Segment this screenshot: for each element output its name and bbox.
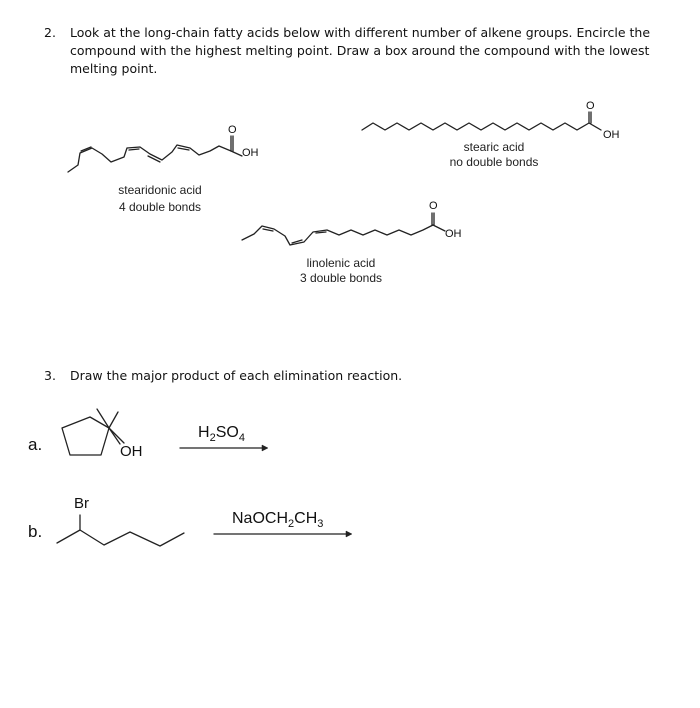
question-3	[44, 367, 670, 385]
reaction-a-reagent-h: H	[198, 424, 210, 441]
question-3-number: 3.	[44, 368, 56, 383]
reaction-a-label: a.	[28, 435, 43, 454]
stearic-acid-label	[434, 140, 554, 170]
reaction-a-reagent-so: SO	[215, 424, 239, 441]
reaction-b-reagent	[232, 510, 323, 530]
linolenic-acid-bonds: 3 double bonds	[299, 271, 383, 285]
reaction-arrow-a	[180, 445, 268, 451]
reaction-b-br: Br	[74, 495, 89, 512]
question-2-line-2: compound with the highest melting point. Draw a box around the compound with the lowest	[70, 43, 650, 58]
linolenic-acid-carbonyl-o: O	[429, 200, 438, 212]
stearidonic-acid-label	[100, 183, 220, 215]
reaction-a-reagent	[198, 424, 245, 444]
reaction-b-label: b.	[28, 522, 43, 541]
question-2-number: 2.	[44, 25, 56, 40]
stearic-acid-carbonyl-o: O	[586, 100, 595, 112]
stearidonic-acid-bonds: 4 double bonds	[118, 200, 202, 214]
stearic-acid-bonds: no double bonds	[449, 155, 539, 169]
reaction-b-reagent-sub2: 3	[317, 518, 324, 531]
reaction-a-reagent-sub1: 2	[209, 432, 216, 445]
stearic-acid-structure	[362, 112, 601, 130]
reaction-b-reagent-sub1: 2	[288, 518, 295, 531]
stearic-acid-name: stearic acid	[463, 140, 525, 154]
reaction-a-oh: OH	[120, 443, 143, 460]
stearidonic-acid-oh: OH	[242, 147, 259, 159]
linolenic-acid-name: linolenic acid	[306, 256, 376, 270]
reactant-a-structure	[62, 409, 124, 455]
linolenic-acid-label	[281, 256, 401, 286]
stearidonic-acid-name: stearidonic acid	[118, 183, 202, 197]
stearidonic-acid-structure	[68, 136, 242, 172]
question-3-text: Draw the major product of each elimination reaction.	[70, 368, 403, 383]
linolenic-acid-structure	[242, 213, 445, 245]
question-2-line-1: Look at the long-chain fatty acids below with different number of alkene groups. Encircle the	[70, 25, 651, 40]
linolenic-acid-oh: OH	[445, 228, 462, 240]
reactant-b-structure	[57, 515, 184, 546]
reaction-a-reagent-sub2: 4	[238, 432, 245, 445]
question-2-line-3: melting point.	[70, 61, 158, 76]
reaction-b-reagent-ch: CH	[294, 510, 318, 527]
stearic-acid-oh: OH	[603, 129, 620, 141]
reaction-arrow-b	[214, 531, 352, 537]
reaction-b-reagent-naoch: NaOCH	[232, 510, 289, 527]
stearidonic-acid-carbonyl-o: O	[228, 124, 237, 136]
